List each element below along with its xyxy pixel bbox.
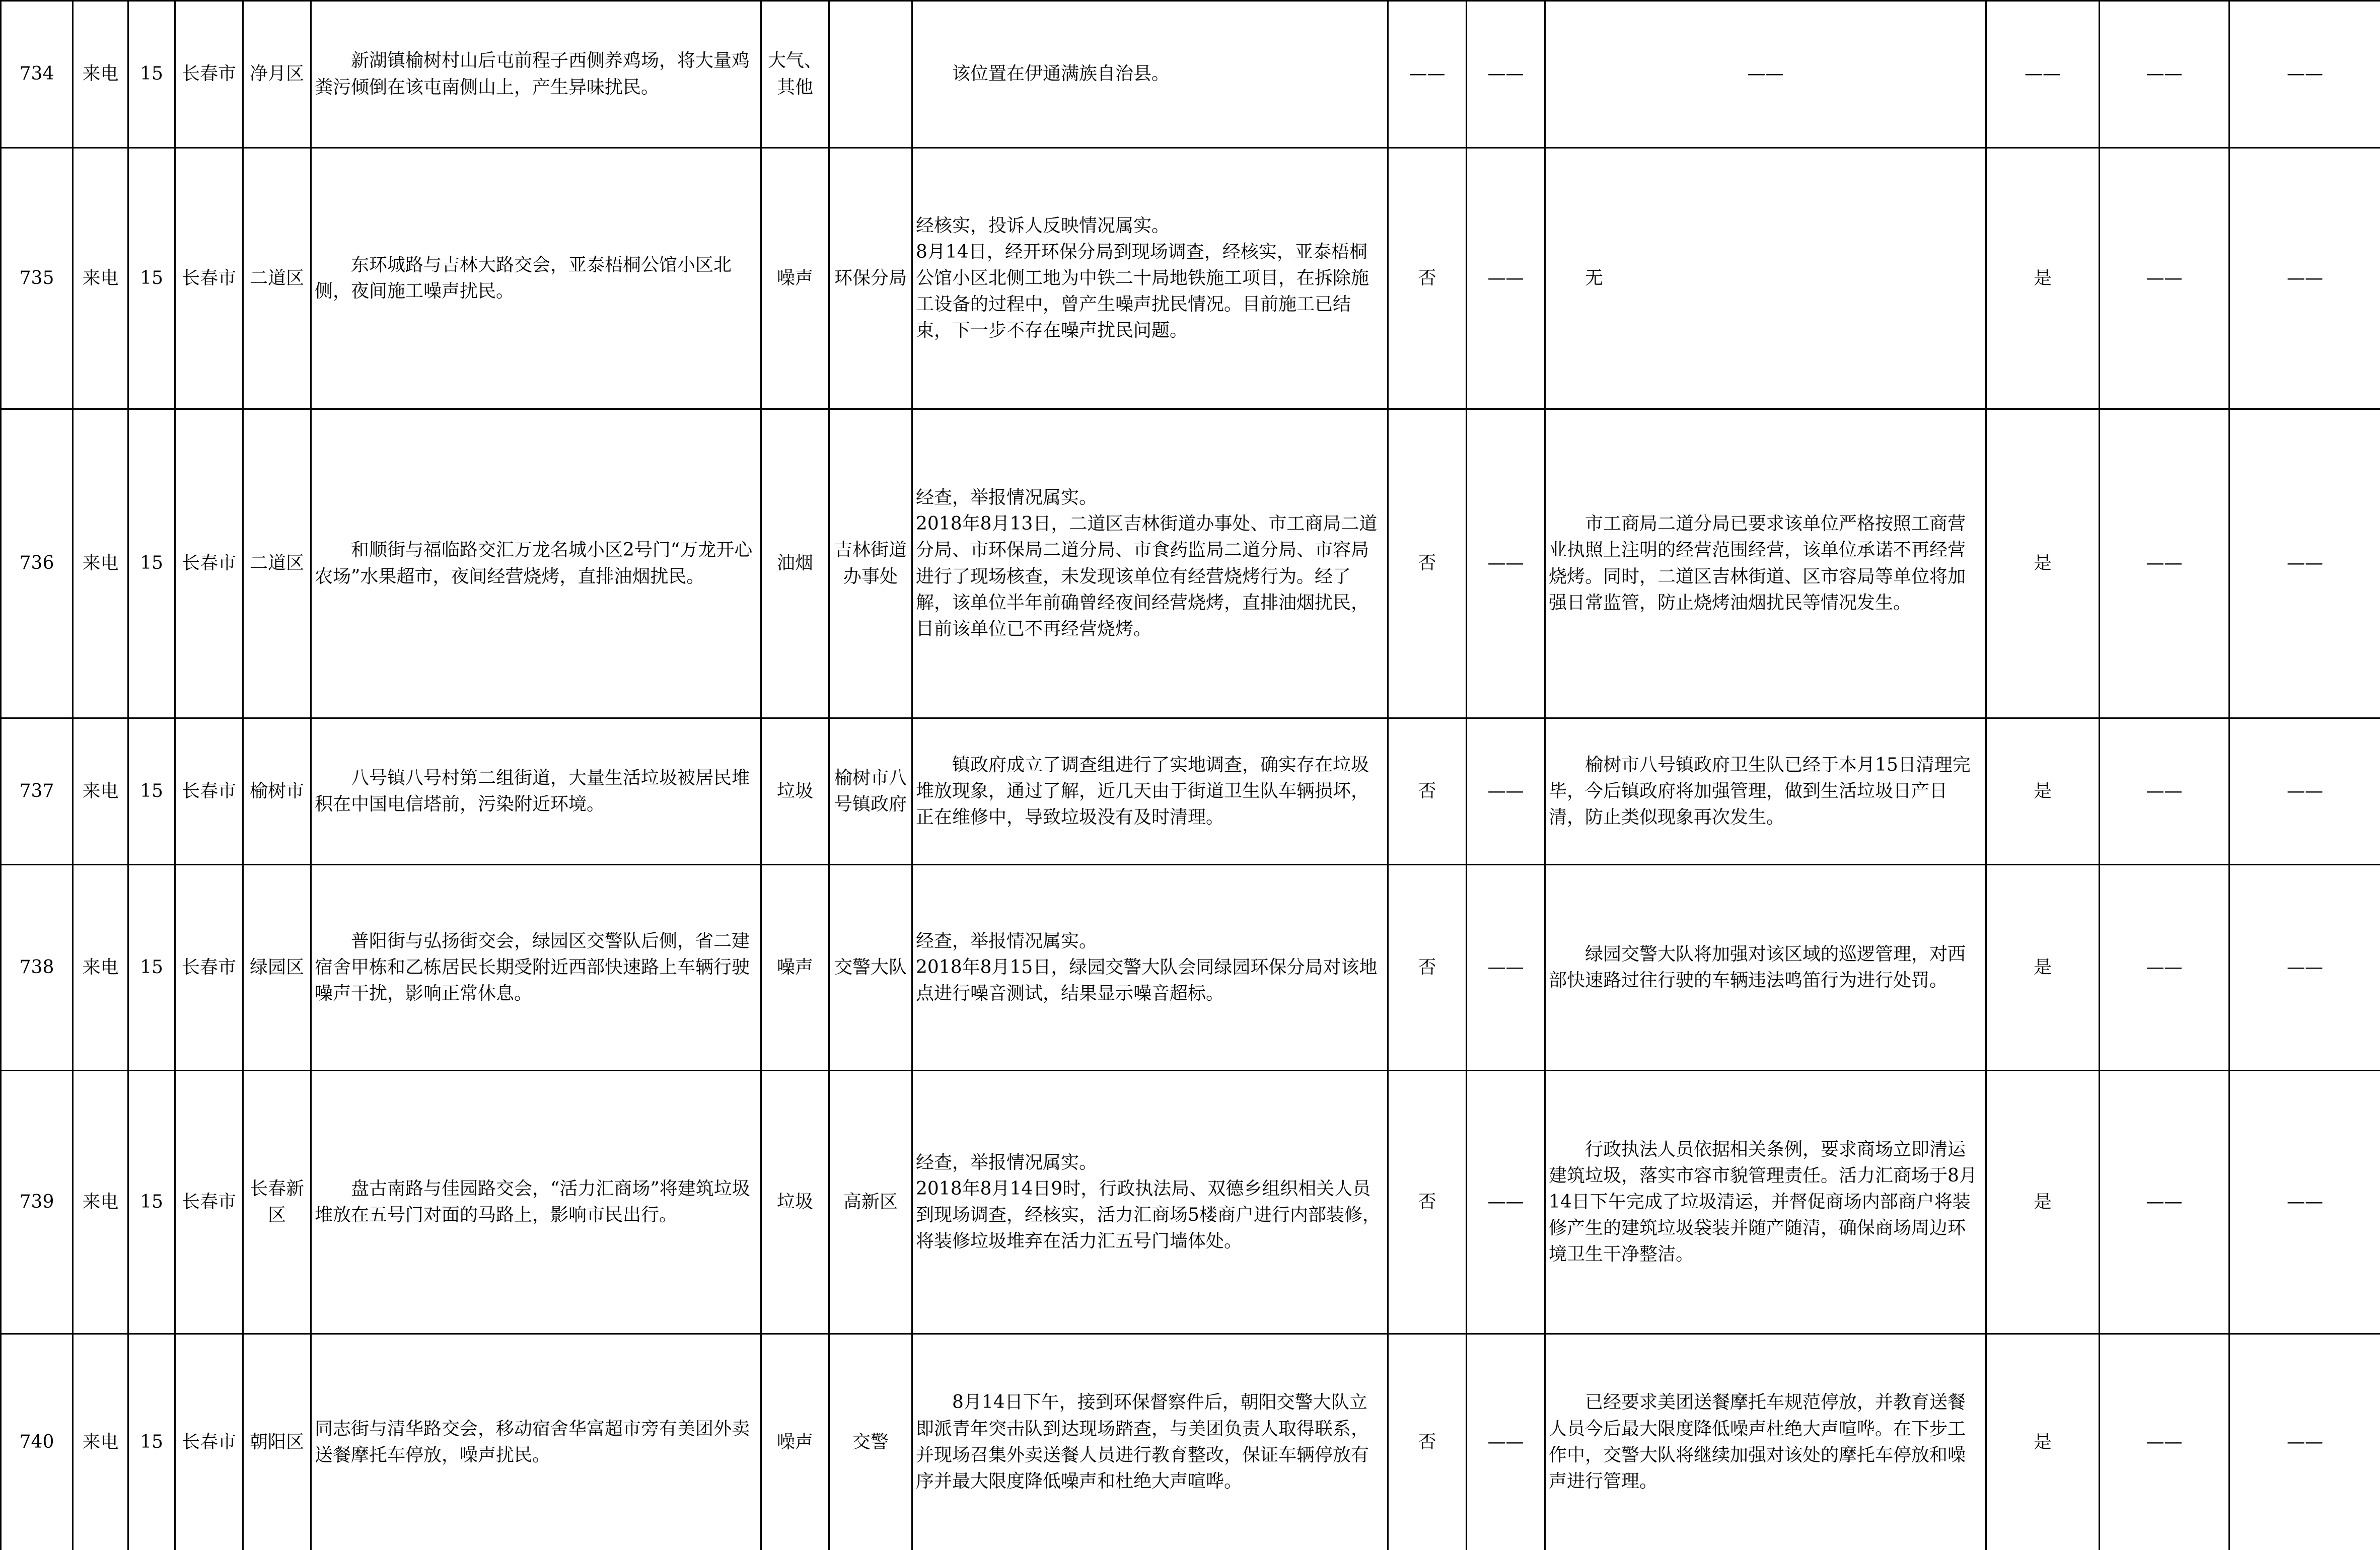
is-problem: 否: [1388, 865, 1467, 1071]
findings: [912, 148, 1388, 409]
dash-cell: ——: [1467, 1334, 1545, 1550]
dash-cell: ——: [2229, 409, 2380, 718]
findings-paragraph: 经查，举报情况属实。: [916, 928, 1384, 954]
pollution-type: 垃圾: [761, 718, 829, 865]
findings-paragraph: 8月14日，经开环保分局到现场调查，经核实，亚泰梧桐公馆小区北侧工地为中铁二十局地铁施工项目，在拆除施工设备的过程中，曾产生噪声扰民情况。目前施工已结束，下一步不存在噪声扰民问题。: [916, 239, 1384, 344]
dash-cell: ——: [2229, 718, 2380, 865]
case-number: 738: [1, 865, 73, 1071]
batch-round: 15: [128, 718, 175, 865]
responsible-unit: 交警: [829, 1334, 912, 1550]
findings: 该位置在伊通满族自治县。: [912, 1, 1388, 148]
report-method: 来电: [73, 718, 128, 865]
district: 朝阳区: [243, 1334, 311, 1550]
dash-cell: ——: [2100, 1, 2229, 148]
dash-cell: ——: [1986, 1, 2100, 148]
responsible-unit: 环保分局: [829, 148, 912, 409]
district: 长春新区: [243, 1071, 311, 1334]
rectification-complete: 是: [1986, 1071, 2100, 1334]
case-number: 736: [1, 409, 73, 718]
report-method: 来电: [73, 865, 128, 1071]
batch-round: 15: [128, 1334, 175, 1550]
rectification-complete: 是: [1986, 865, 2100, 1071]
batch-round: 15: [128, 1071, 175, 1334]
responsible-unit: 交警大队: [829, 865, 912, 1071]
findings: [912, 865, 1388, 1071]
is-problem: 否: [1388, 1071, 1467, 1334]
pollution-type: 噪声: [761, 1334, 829, 1550]
district: 净月区: [243, 1, 311, 148]
dash-cell: ——: [1467, 148, 1545, 409]
dash-cell: ——: [2229, 1071, 2380, 1334]
findings: [912, 409, 1388, 718]
dash-cell: ——: [1467, 409, 1545, 718]
report-method: 来电: [73, 1, 128, 148]
rectification: ——: [1545, 1, 1986, 148]
dash-cell: ——: [2229, 1334, 2380, 1550]
is-problem: 否: [1388, 409, 1467, 718]
findings: 8月14日下午，接到环保督察件后，朝阳交警大队立即派青年突击队到达现场踏查，与美团负责人取得联系，并现场召集外卖送餐人员进行教育整改，保证车辆停放有序并最大限度降低噪声和杜绝大声喧哗。: [912, 1334, 1388, 1550]
pollution-type: 大气、其他: [761, 1, 829, 148]
pollution-type: 油烟: [761, 409, 829, 718]
batch-round: 15: [128, 1, 175, 148]
complaint-content: 和顺街与福临路交汇万龙名城小区2号门“万龙开心农场”水果超市，夜间经营烧烤，直排油烟扰民。: [311, 409, 761, 718]
batch-round: 15: [128, 865, 175, 1071]
city: 长春市: [175, 409, 243, 718]
findings-paragraph: 经查，举报情况属实。: [916, 485, 1384, 511]
report-method: 来电: [73, 148, 128, 409]
responsible-unit: 榆树市八号镇政府: [829, 718, 912, 865]
district: 二道区: [243, 409, 311, 718]
dash-cell: ——: [2100, 1334, 2229, 1550]
table-row: [1, 1334, 2380, 1550]
is-problem: 否: [1388, 148, 1467, 409]
responsible-unit: 吉林街道办事处: [829, 409, 912, 718]
findings-paragraph: 经查，举报情况属实。: [916, 1150, 1384, 1176]
is-problem: ——: [1388, 1, 1467, 148]
pollution-type: 噪声: [761, 865, 829, 1071]
dash-cell: ——: [2100, 148, 2229, 409]
case-number: 740: [1, 1334, 73, 1550]
is-problem: 否: [1388, 1334, 1467, 1550]
case-number: 737: [1, 718, 73, 865]
city: 长春市: [175, 865, 243, 1071]
case-number: 739: [1, 1071, 73, 1334]
city: 长春市: [175, 1071, 243, 1334]
findings-paragraph: 2018年8月14日9时，行政执法局、双德乡组织相关人员到现场调查，经核实，活力汇商场5楼商户进行内部装修，将装修垃圾堆弃在活力汇五号门墙体处。: [916, 1176, 1384, 1255]
findings-paragraph: 2018年8月13日，二道区吉林街道办事处、市工商局二道分局、市环保局二道分局、市食药监局二道分局、市容局进行了现场核查，未发现该单位有经营烧烤行为。经了解，该单位半年前确曾经夜间经营烧烤，直排油烟扰民，目前该单位已不再经营烧烤。: [916, 511, 1384, 642]
dash-cell: ——: [1467, 718, 1545, 865]
rectification: 无: [1545, 148, 1986, 409]
complaint-content: 新湖镇榆树村山后屯前程子西侧养鸡场，将大量鸡粪污倾倒在该屯南侧山上，产生异味扰民。: [311, 1, 761, 148]
city: 长春市: [175, 1, 243, 148]
rectification: 榆树市八号镇政府卫生队已经于本月15日清理完毕，今后镇政府将加强管理，做到生活垃圾日产日清，防止类似现象再次发生。: [1545, 718, 1986, 865]
findings-paragraph: 2018年8月15日，绿园交警大队会同绿园环保分局对该地点进行噪音测试，结果显示噪音超标。: [916, 954, 1384, 1007]
pollution-type: 噪声: [761, 148, 829, 409]
complaint-content: 同志街与清华路交会，移动宿舍华富超市旁有美团外卖送餐摩托车停放，噪声扰民。: [311, 1334, 761, 1550]
findings: 镇政府成立了调查组进行了实地调查，确实存在垃圾堆放现象，通过了解，近几天由于街道卫生队车辆损坏，正在维修中，导致垃圾没有及时清理。: [912, 718, 1388, 865]
dash-cell: ——: [1467, 1, 1545, 148]
responsible-unit: 高新区: [829, 1071, 912, 1334]
city: 长春市: [175, 1334, 243, 1550]
table-row: [1, 865, 2380, 1071]
rectification: 市工商局二道分局已要求该单位严格按照工商营业执照上注明的经营范围经营，该单位承诺不再经营烧烤。同时，二道区吉林街道、区市容局等单位将加强日常监管，防止烧烤油烟扰民等情况发生。: [1545, 409, 1986, 718]
dash-cell: ——: [2100, 1071, 2229, 1334]
city: 长春市: [175, 718, 243, 865]
case-number: 735: [1, 148, 73, 409]
table-row: [1, 148, 2380, 409]
batch-round: 15: [128, 409, 175, 718]
district: 绿园区: [243, 865, 311, 1071]
dash-cell: ——: [2229, 1, 2380, 148]
report-method: 来电: [73, 409, 128, 718]
district: 二道区: [243, 148, 311, 409]
table-row: [1, 409, 2380, 718]
dash-cell: ——: [2229, 865, 2380, 1071]
rectification-complete: 是: [1986, 718, 2100, 865]
report-method: 来电: [73, 1071, 128, 1334]
is-problem: 否: [1388, 718, 1467, 865]
batch-round: 15: [128, 148, 175, 409]
rectification-complete: 是: [1986, 409, 2100, 718]
rectification: 绿园交警大队将加强对该区域的巡逻管理，对西部快速路过往行驶的车辆违法鸣笛行为进行处罚。: [1545, 865, 1986, 1071]
rectification-complete: 是: [1986, 1334, 2100, 1550]
findings-paragraph: 经核实，投诉人反映情况属实。: [916, 213, 1384, 239]
table-row: [1, 1, 2380, 148]
complaint-content: 东环城路与吉林大路交会，亚泰梧桐公馆小区北侧，夜间施工噪声扰民。: [311, 148, 761, 409]
case-number: 734: [1, 1, 73, 148]
dash-cell: ——: [2100, 409, 2229, 718]
complaint-content: 盘古南路与佳园路交会，“活力汇商场”将建筑垃圾堆放在五号门对面的马路上，影响市民出行。: [311, 1071, 761, 1334]
rectification: 已经要求美团送餐摩托车规范停放，并教育送餐人员今后最大限度降低噪声杜绝大声喧哗。在下步工作中，交警大队将继续加强对该处的摩托车停放和噪声进行管理。: [1545, 1334, 1986, 1550]
dash-cell: ——: [2229, 148, 2380, 409]
report-method: 来电: [73, 1334, 128, 1550]
findings: [912, 1071, 1388, 1334]
dash-cell: ——: [1467, 1071, 1545, 1334]
rectification: 行政执法人员依据相关条例，要求商场立即清运建筑垃圾，落实市容市貌管理责任。活力汇商场于8月14日下午完成了垃圾清运，并督促商场内部商户将装修产生的建筑垃圾袋装并随产随清，确保商场周边环境卫生干净整洁。: [1545, 1071, 1986, 1334]
complaint-content: 八号镇八号村第二组街道，大量生活垃圾被居民堆积在中国电信塔前，污染附近环境。: [311, 718, 761, 865]
responsible-unit: [829, 1, 912, 148]
dash-cell: ——: [2100, 718, 2229, 865]
dash-cell: ——: [2100, 865, 2229, 1071]
pollution-type: 垃圾: [761, 1071, 829, 1334]
complaint-content: 普阳街与弘扬街交会，绿园区交警队后侧，省二建宿舍甲栋和乙栋居民长期受附近西部快速路上车辆行驶噪声干扰，影响正常休息。: [311, 865, 761, 1071]
table-row: [1, 718, 2380, 865]
rectification-complete: 是: [1986, 148, 2100, 409]
district: 榆树市: [243, 718, 311, 865]
table-row: [1, 1071, 2380, 1334]
city: 长春市: [175, 148, 243, 409]
dash-cell: ——: [1467, 865, 1545, 1071]
